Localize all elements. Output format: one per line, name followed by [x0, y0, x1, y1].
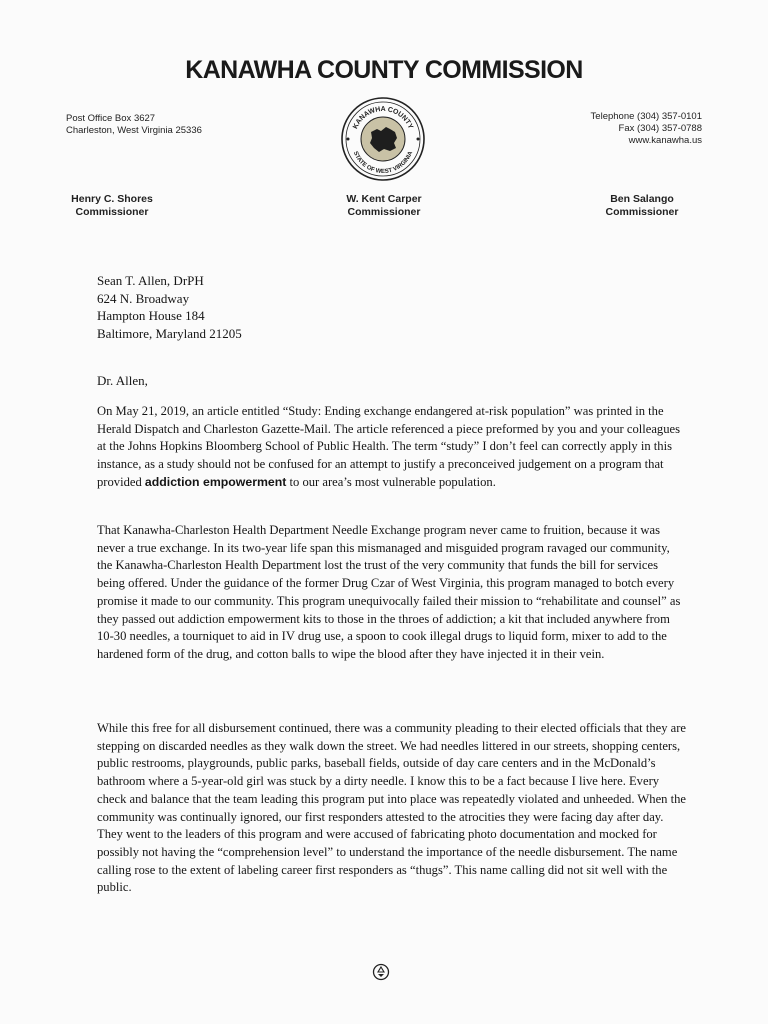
county-seal-icon	[340, 96, 426, 182]
recipient-line: 624 N. Broadway	[97, 290, 190, 306]
telephone: Telephone (304) 357-0101	[590, 111, 702, 122]
fax: Fax (304) 357-0788	[618, 123, 702, 134]
contact-info	[591, 111, 702, 147]
commissioner-name: Henry C. Shores	[71, 193, 153, 205]
commissioner-3	[592, 193, 692, 219]
address-line: Post Office Box 3627	[66, 113, 156, 124]
commissioner-role: Commissioner	[605, 206, 679, 218]
paragraph-1-text: On May 21, 2019, an article entitled “Study: Ending exchange endangered at-risk population” was printed in the Herald Dispatch and Charleston Gazette-Mail. The article referenced a piece preformed by you and your colleagues at the Johns Hopkins Bloomberg School of Public Health. The term “study” I don’t feel can correctly apply in this instance, as a study should not be confused for an attempt to justify a preconceived judgement on a program that provided	[97, 404, 681, 489]
recipient-address	[97, 272, 397, 342]
recycle-logo-icon	[372, 963, 390, 981]
commissioner-1	[62, 193, 162, 219]
paragraph-3-text: While this free for all disbursement continued, there was a community pleading to their elected officials that they are stepping on discarded needles as they walk down the street. We had needles littered in our streets, shopping centers, public restrooms, playgrounds, public parks, baseball fields, outside of day care centers and in the McDonald’s bathroom where a 5-year-old girl was stuck by a dirty needle. I know this to be a fact because I live here. Every check and balance that the team leading this program put into place was repeatedly violated and unheeded. When the community was continually ignored, our first responders attested to the atrocities they were facing day after day. They went to the leaders of this program and were accused of fabricating photo documentation and mocked for possibly not having the “comprehension level” to understand the importance of the needle disbursement. The name calling rose to the extent of labeling career first responders as “thugs”. This name calling did not sit well with the public.	[97, 721, 687, 895]
commissioner-name: W. Kent Carper	[346, 193, 422, 205]
letterhead-title: KANAWHA COUNTY COMMISSION	[185, 56, 583, 84]
commissioner-role: Commissioner	[75, 206, 149, 218]
recipient-line: Sean T. Allen, DrPH	[97, 273, 204, 288]
recipient-line: Hampton House 184	[97, 308, 205, 323]
seal-bottom-text: STATE OF WEST VIRGINIA	[351, 150, 415, 176]
salutation: Dr. Allen,	[97, 373, 148, 388]
commissioner-2	[330, 193, 438, 219]
mailing-address	[66, 113, 202, 137]
paragraph-2	[97, 522, 687, 664]
paragraph-1-bold: addiction empowerment	[144, 474, 287, 489]
recipient-line: Baltimore, Maryland 21205	[97, 325, 242, 341]
paragraph-1	[97, 403, 687, 492]
commissioner-name: Ben Salango	[610, 193, 674, 205]
paragraph-3	[97, 720, 687, 897]
seal-top-text: KANAWHA COUNTY	[352, 105, 414, 131]
paragraph-2-text: That Kanawha-Charleston Health Department Needle Exchange program never came to fruition, because it was never a true exchange. In its two-year life span this mismanaged and misguided program ravaged our community, the Kanawha-Charleston Health Department lost the trust of the very community that funds the bill for services being offered. Under the guidance of the former Drug Czar of West Virginia, this program managed to botch every promise it made to our community. This program unequivocally failed their mission to “rehabilitate and counsel” as they passed out addiction empowerment kits to those in the throes of addiction; a kit that included anywhere from 10-30 needles, a tourniquet to aid in IV drug use, a spoon to cook illegal drugs to liquid form, mixer to add to the hardened form of the drug, and cotton balls to wipe the blood after they have injected it in their vein.	[97, 523, 681, 661]
commissioner-role: Commissioner	[347, 206, 421, 218]
website-link[interactable]: www.kanawha.us	[628, 135, 702, 146]
paragraph-1-end: to our area’s most vulnerable population.	[286, 474, 496, 489]
address-line: Charleston, West Virginia 25336	[66, 125, 202, 136]
